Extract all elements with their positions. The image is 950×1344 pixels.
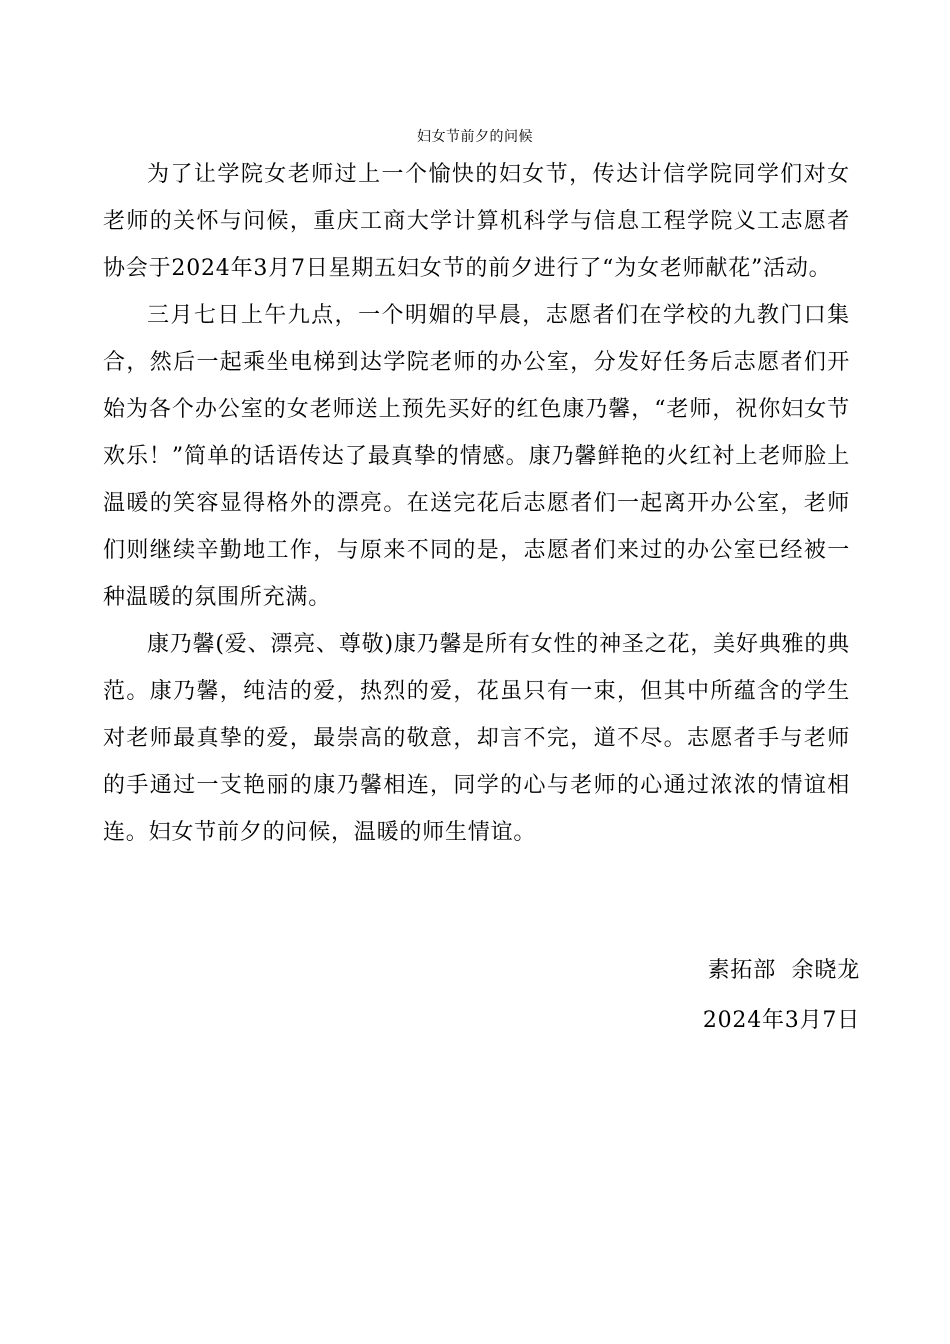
signature-author: 素拓部 余晓龙: [707, 958, 860, 983]
paragraph-3: 康乃馨(爱、漂亮、尊敬)康乃馨是所有女性的神圣之花，美好典雅的典范。康乃馨，纯洁的爱，热烈的爱，花虽只有一束，但其中所蕴含的学生对老师最真挚的爱，最崇高的敬意，却言不完，道不尽。志愿者手与老师的手通过一支艳丽的康乃馨相连，同学的心与老师的心通过浓浓的情谊相连。妇女节前夕的问候，温暖的师生情谊。: [103, 632, 850, 845]
document-body: [103, 151, 850, 856]
paragraph-1: 为了让学院女老师过上一个愉快的妇女节，传达计信学院同学们对女老师的关怀与问候，重庆工商大学计算机科学与信息工程学院义工志愿者协会于2024年3月7日星期五妇女节的前夕进行了“为女老师献花”活动。: [103, 162, 850, 281]
document-title: 妇女节前夕的问候: [417, 129, 533, 145]
paragraph-2: 三月七日上午九点，一个明媚的早晨，志愿者们在学校的九教门口集合，然后一起乘坐电梯到达学院老师的办公室，分发好任务后志愿者们开始为各个办公室的女老师送上预先买好的红色康乃馨，“老师，祝你妇女节欢乐！”简单的话语传达了最真挚的情感。康乃馨鲜艳的火红衬上老师脸上温暖的笑容显得格外的漂亮。在送完花后志愿者们一起离开办公室，老师们则继续辛勤地工作，与原来不同的是，志愿者们来过的办公室已经被一种温暖的氛围所充满。: [103, 303, 850, 610]
signature-date: 2024年3月7日: [702, 1008, 860, 1033]
